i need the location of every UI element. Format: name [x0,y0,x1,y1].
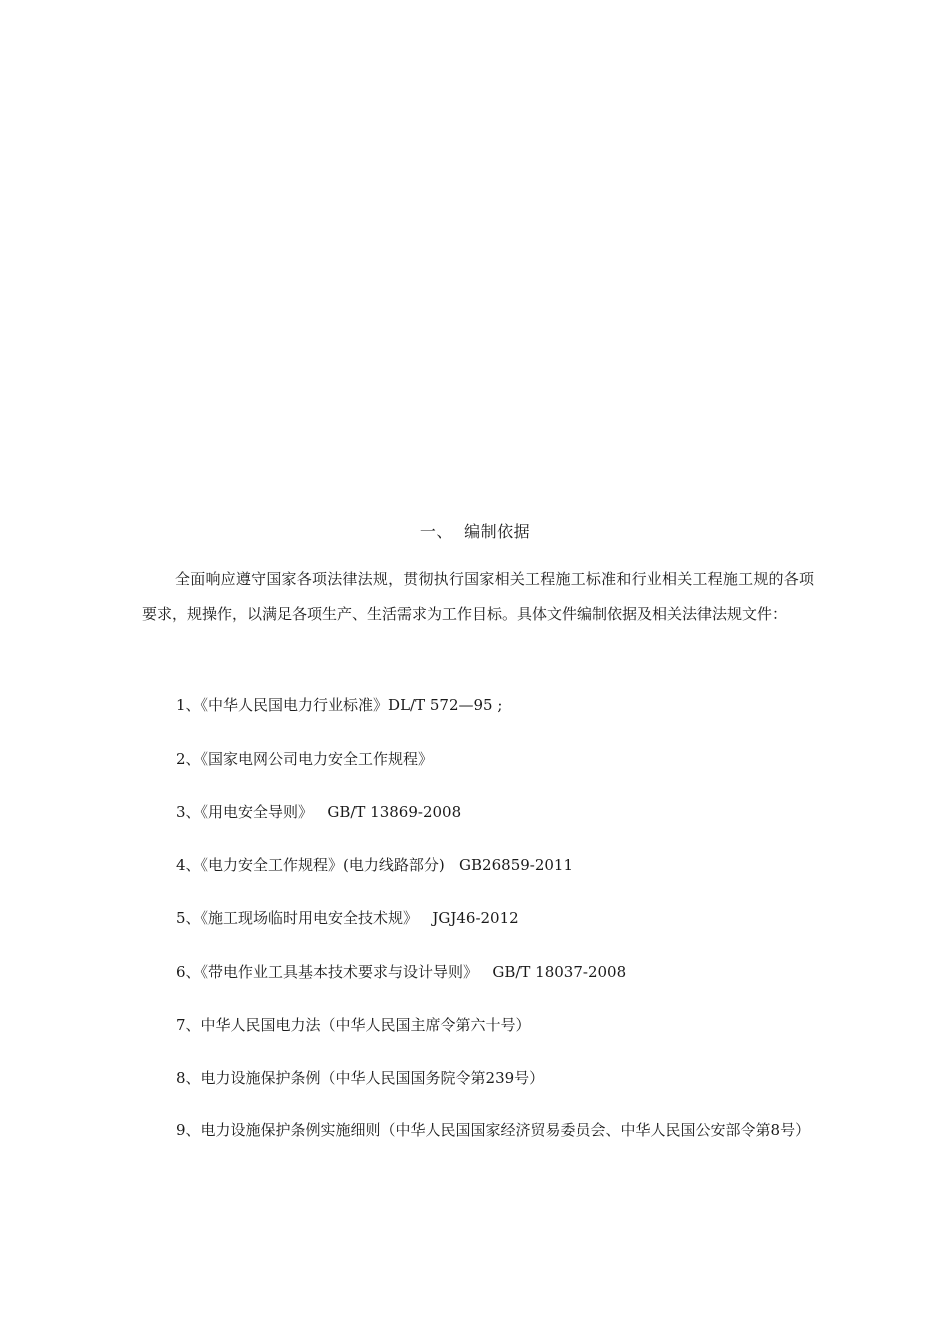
basis-item-3: 3、《用电安全导则》 GB/T 13869-2008 [176,803,462,821]
basis-item-4: 4、《电力安全工作规程》(电力线路部分) GB26859-2011 [176,856,574,874]
basis-item-7: 7、中华人民国电力法（中华人民国主席令第六十号） [176,1016,531,1034]
section-heading: 一、 编制依据 [419,522,531,541]
basis-item-9: 9、电力设施保护条例实施细则（中华人民国国家经济贸易委员会、中华人民国公安部令第8号） [176,1121,811,1139]
basis-item-6: 6、《带电作业工具基本技术要求与设计导则》 GB/T 18037-2008 [176,963,627,981]
basis-item-5: 5、《施工现场临时用电安全技术规》 JGJ46-2012 [176,909,519,927]
basis-item-2: 2、《国家电网公司电力安全工作规程》 [176,750,434,768]
basis-item-1: 1、《中华人民国电力行业标准》DL/T 572—95 ; [176,696,503,714]
intro-paragraph: 全面响应遵守国家各项法律法规，贯彻执行国家相关工程施工标准和行业相关工程施工规的各项要求，规操作，以满足各项生产、生活需求为工作目标。具体文件编制依据及相关法律法规文件： [142,570,814,623]
basis-item-8: 8、电力设施保护条例（中华人民国国务院令第239号） [176,1069,545,1087]
